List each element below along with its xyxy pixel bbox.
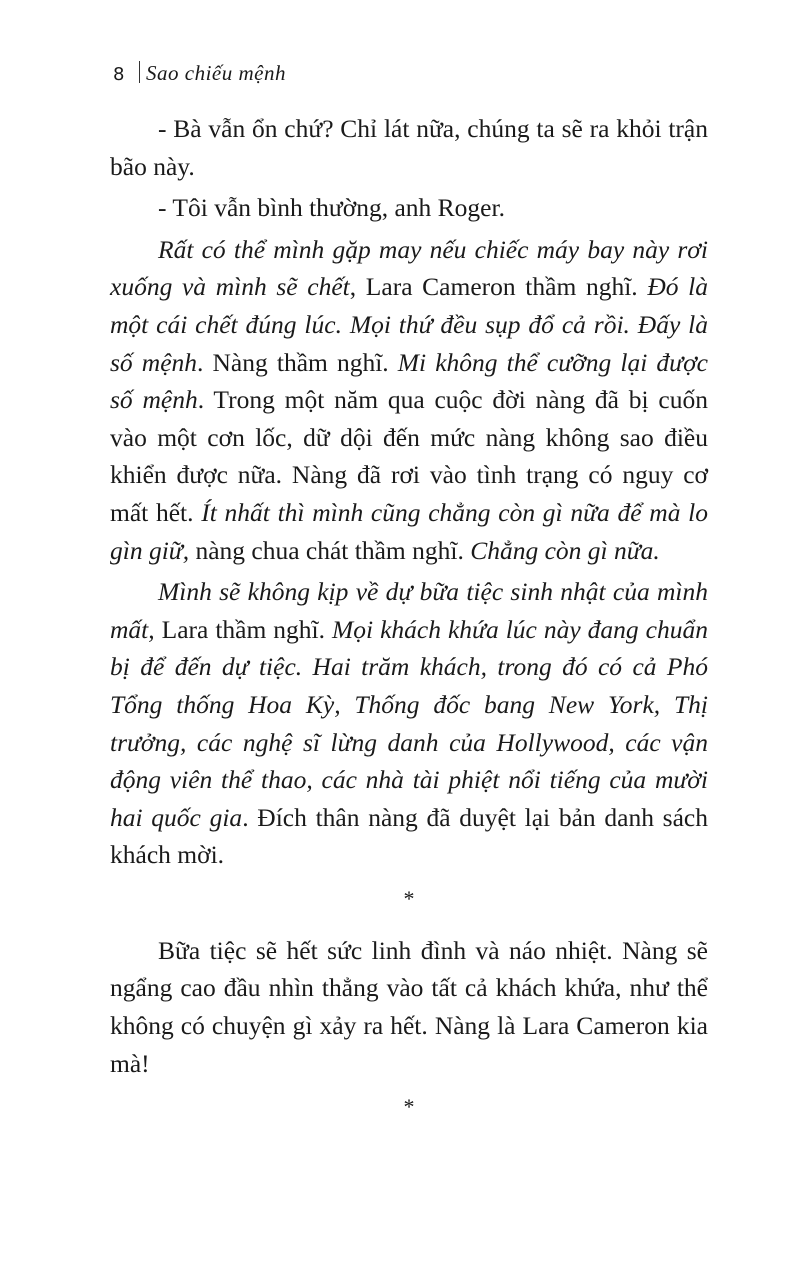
running-title: Sao chiếu mệnh — [146, 61, 286, 85]
running-header — [113, 58, 286, 86]
paragraph — [110, 189, 708, 227]
section-separator: * — [403, 1094, 415, 1120]
italic-run: Chẳng còn gì nữa. — [470, 535, 660, 565]
italic-run: Mọi khách khứa lúc này đang chuẩn bị để đến dự tiệc. Hai trăm khách, trong đó có cả Phó Tổng thống Hoa Kỳ, Thống đốc bang New York, Thị trưởng, các nghệ sĩ lừng danh của Hollywood, các vận động viên thể thao, các nhà tài phiệt nổi tiếng của mười hai quốc gia — [110, 614, 708, 832]
italic-run: Mi không thể cưỡng lại được số mệnh — [110, 347, 708, 415]
text-run: . Đích thân nàng đã duyệt lại bản danh sách khách mời. — [110, 802, 708, 870]
text-run: , Lara Cameron thầm nghĩ. — [349, 272, 648, 302]
text-run: . Trong một năm qua cuộc đời nàng đã bị cuốn vào một cơn lốc, dữ dội đến mức nàng không sao điều khiển được nữa. Nàng đã rơi vào tình trạng có nguy cơ mất hết. — [110, 385, 708, 527]
paragraph — [110, 573, 708, 874]
italic-run: Rất có thể mình gặp may nếu chiếc máy bay này rơi xuống và mình sẽ chết — [110, 234, 708, 302]
text-run: nàng chua chát thầm nghĩ. — [189, 535, 471, 565]
page-number: 8 — [113, 64, 125, 85]
section-separator: * — [403, 885, 415, 911]
header-divider — [139, 61, 140, 83]
italic-run: Đó là một cái chết đúng lúc. Mọi thứ đều sụp đổ cả rồi. Đấy là số mệnh — [110, 272, 709, 377]
paragraph — [110, 231, 708, 569]
page-body — [110, 110, 708, 1140]
text-run: - Bà vẫn ổn chứ? Chỉ lát nữa, chúng ta sẽ ra khỏi trận bão này. — [110, 114, 708, 181]
paragraph: Bữa tiệc sẽ hết sức linh đình và náo nhiệt. Nàng sẽ ngẩng cao đầu nhìn thẳng vào tất cả khách khứa, như thể không có chuyện gì xảy ra hết. Nàng là Lara Cameron kia mà! — [110, 935, 708, 1078]
text-run: Lara thầm nghĩ. — [154, 614, 333, 644]
text-run: - Tôi vẫn bình thường, anh Roger. — [158, 193, 505, 223]
paragraph — [110, 110, 708, 185]
italic-run: Ít nhất thì mình cũng chẳng còn gì nữa để mà lo gìn giữ, — [110, 497, 708, 565]
italic-run: Mình sẽ không kịp về dự bữa tiệc sinh nhật của mình mất, — [110, 577, 708, 644]
text-run: . Nàng thầm nghĩ. — [197, 347, 398, 377]
